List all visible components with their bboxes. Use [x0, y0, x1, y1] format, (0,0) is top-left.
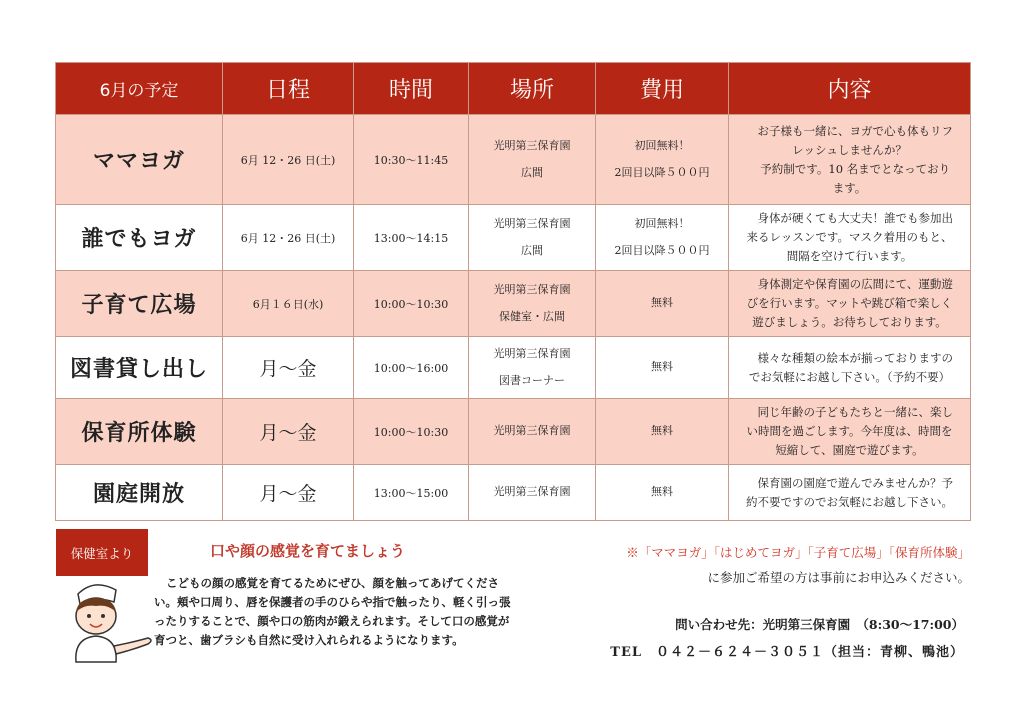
place-line: 広間	[521, 243, 543, 257]
program-cost	[596, 205, 729, 271]
content-line: 遊びましょう。お待ちしております。	[752, 315, 947, 329]
hoken-title: 口や顔の感覚を育てましょう	[210, 542, 406, 560]
program-place	[469, 399, 596, 465]
content-line: 予約制です。10 名までとなっており	[748, 161, 951, 176]
table-row	[56, 205, 971, 271]
program-time: 10:00～10:30	[354, 399, 469, 465]
program-place	[469, 465, 596, 521]
program-name: 子育て広場	[56, 271, 223, 337]
program-date: 月～金	[223, 465, 354, 521]
header-cost: 費用	[596, 63, 729, 115]
program-date: 月～金	[223, 337, 354, 399]
program-place	[469, 337, 596, 399]
program-name: 図書貸し出し	[56, 337, 223, 399]
nurse-illustration-icon	[58, 576, 158, 664]
apply-note: に参加ご希望の方は事前にお申込みください。	[707, 570, 970, 585]
table-header-row	[56, 63, 971, 115]
program-content	[729, 115, 971, 205]
cost-line: 無料	[651, 424, 673, 438]
program-date: 6月１６日(水)	[223, 271, 354, 337]
header-time: 時間	[354, 63, 469, 115]
table-row	[56, 399, 971, 465]
tel-line: TEL ０４２－６２４－３０５１（担当：青柳、鴨池）	[610, 645, 964, 660]
place-line: 光明第三保育園	[493, 217, 571, 230]
place-line: 光明第三保育園	[493, 424, 571, 438]
program-name: 園庭開放	[56, 465, 223, 521]
program-time: 13:00～14:15	[354, 205, 469, 271]
program-time: 10:00～10:30	[354, 271, 469, 337]
content-line: 身体測定や保育園の広間にて、運動遊	[746, 277, 953, 291]
content-line: 様々な種類の絵本が揃っておりますの	[746, 350, 953, 365]
program-time: 13:00～15:00	[354, 465, 469, 521]
content-line: ます。	[832, 180, 867, 195]
content-line: 間隔を空けて行います。	[786, 249, 913, 263]
header-month-plan: 6月の予定	[56, 63, 223, 115]
content-line: 身体が硬くても大丈夫！誰でも参加出	[746, 211, 953, 225]
program-content	[729, 271, 971, 337]
place-line: 光明第三保育園	[493, 347, 571, 360]
content-line: びを行います。マットや跳び箱で楽しく	[746, 296, 953, 310]
program-time: 10:30～11:45	[354, 115, 469, 205]
place-line: 光明第三保育園	[493, 139, 571, 152]
table-row	[56, 337, 971, 399]
program-time: 10:00～16:00	[354, 337, 469, 399]
content-line: 短縮して、園庭で遊びます。	[775, 443, 924, 457]
program-content	[729, 205, 971, 271]
program-date: 月～金	[223, 399, 354, 465]
hoken-body: こどもの顔の感覚を育てるためにぜひ、顔を触ってあげてください。頬や口周り、唇を保護者の手のひらや指で触ったり、軽く引っ張ったりすることで、顔や口の筋肉が鍛えられます。そして口の感覚が育つと、歯ブラシも自然に受け入れられるようになります。	[154, 576, 511, 647]
program-place	[469, 115, 596, 205]
content-line: お子様も一緒に、ヨガで心も体もリフ	[746, 123, 953, 138]
cost-line: 2回目以降５００円	[614, 243, 710, 257]
place-line: 保健室・広間	[499, 309, 565, 323]
program-content	[729, 465, 971, 521]
cost-line: 無料	[651, 360, 673, 374]
program-name: 保育所体験	[56, 399, 223, 465]
program-cost	[596, 465, 729, 521]
hoken-label: 保健室より	[56, 529, 148, 576]
content-line: 来るレッスンです。マスク着用のもと、	[746, 230, 953, 244]
program-name: ママヨガ	[56, 115, 223, 205]
program-date: 6月 12・26 日(土)	[223, 115, 354, 205]
program-date: 6月 12・26 日(土)	[223, 205, 354, 271]
cost-line: 初回無料！	[634, 217, 690, 230]
place-line: 図書コーナー	[499, 373, 565, 387]
table-row	[56, 271, 971, 337]
content-line: 保育園の園庭で遊んでみませんか？予	[746, 475, 953, 490]
content-line: でお気軽にお越し下さい。（予約不要）	[748, 369, 951, 384]
place-line: 光明第三保育園	[493, 283, 571, 296]
table-row	[56, 465, 971, 521]
program-cost	[596, 115, 729, 205]
program-content	[729, 337, 971, 399]
content-line: 同じ年齢の子どもたちと一緒に、楽し	[746, 405, 953, 419]
cost-line: 無料	[651, 296, 673, 310]
schedule-table	[55, 62, 971, 521]
content-line: 約不要ですのでお気軽にお越し下さい。	[746, 494, 953, 509]
program-cost	[596, 271, 729, 337]
program-cost	[596, 337, 729, 399]
place-line: 広間	[521, 165, 543, 179]
program-place	[469, 271, 596, 337]
header-date: 日程	[223, 63, 354, 115]
apply-note-red: ※「ママヨガ」「はじめてヨガ」「子育て広場」「保育所体験」	[626, 545, 970, 560]
program-content	[729, 399, 971, 465]
cost-line: 初回無料！	[634, 139, 690, 152]
program-name: 誰でもヨガ	[56, 205, 223, 271]
table-row	[56, 115, 971, 205]
program-cost	[596, 399, 729, 465]
cost-line: 2回目以降５００円	[614, 165, 710, 179]
content-line: い時間を過ごします。今年度は、時間を	[746, 424, 953, 438]
header-place: 場所	[469, 63, 596, 115]
cost-line: 無料	[651, 485, 673, 499]
contact-line: 問い合わせ先：光明第三保育園 （8:30～17:00）	[675, 617, 964, 632]
place-line: 光明第三保育園	[493, 485, 571, 499]
header-content: 内容	[729, 63, 971, 115]
content-line: レッシュしませんか？	[792, 142, 907, 157]
program-place	[469, 205, 596, 271]
